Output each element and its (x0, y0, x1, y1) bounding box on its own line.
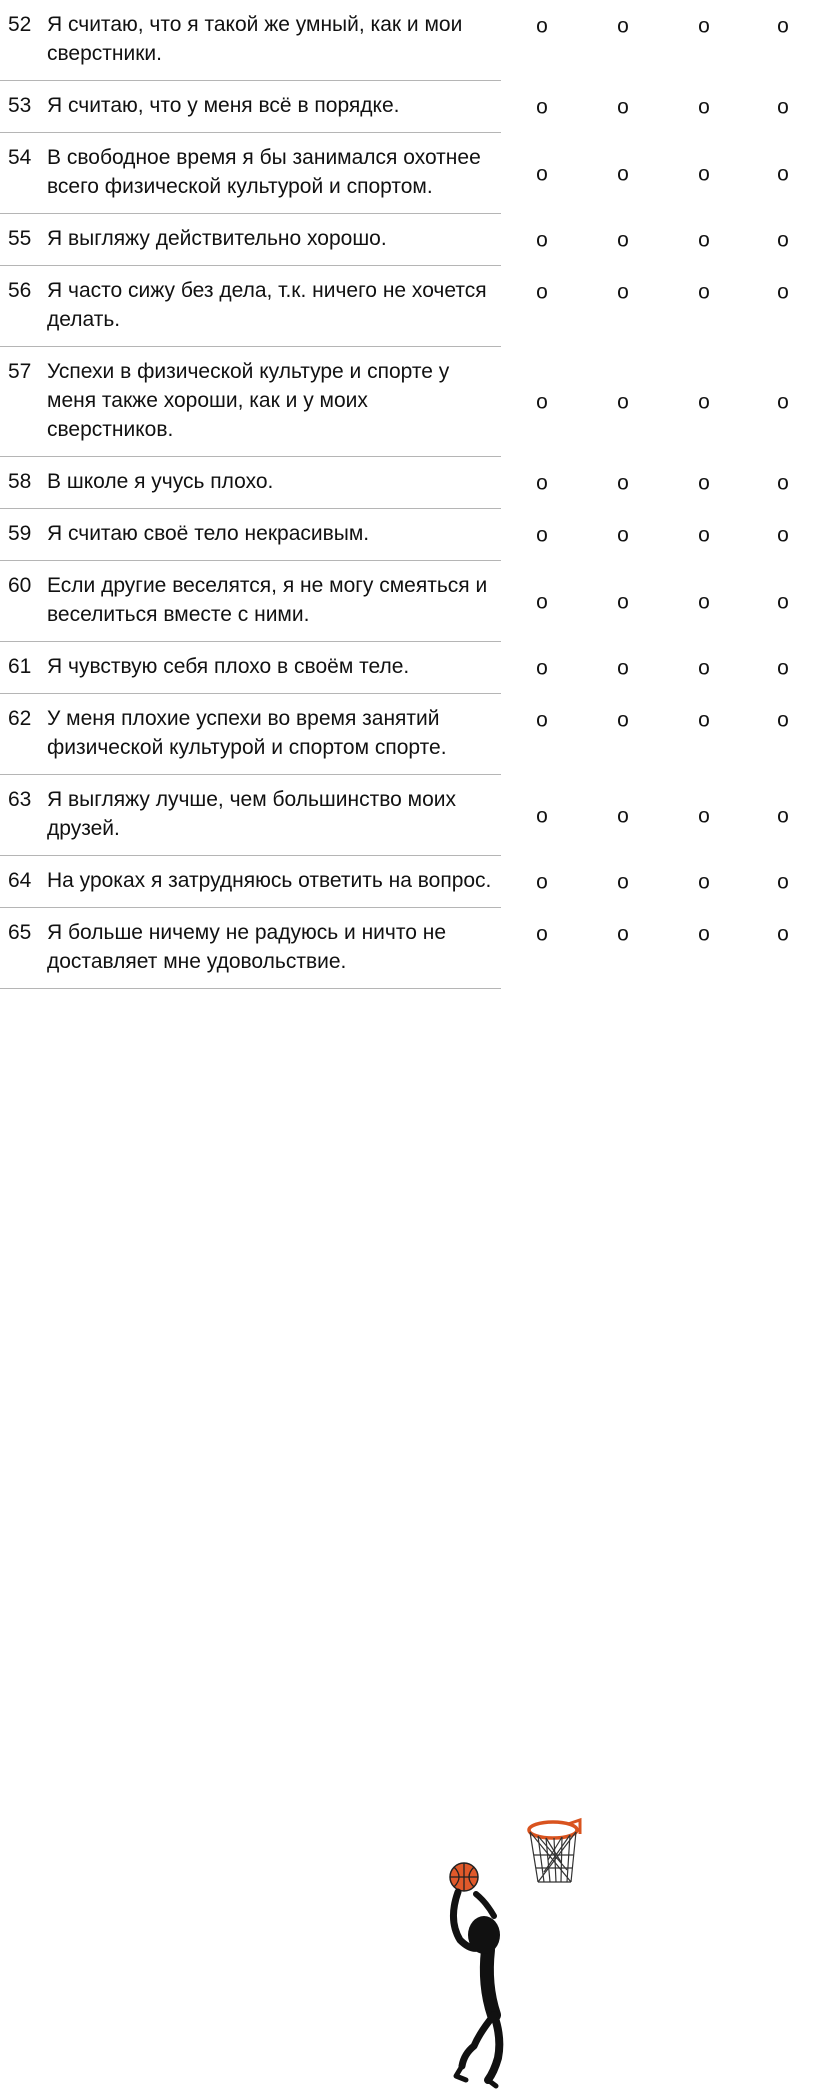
answer-option-2-radio[interactable]: o (617, 162, 629, 185)
answer-option-4-radio[interactable]: o (777, 590, 789, 613)
question-number: 53 (8, 94, 32, 117)
question-cell (0, 214, 501, 266)
answer-option-1-radio[interactable]: o (536, 590, 548, 613)
question-text: Я считаю своё тело некрасивым. (47, 522, 370, 545)
question-number: 54 (8, 146, 32, 169)
question-cell (0, 0, 501, 81)
answer-option-4-radio[interactable]: o (777, 804, 789, 827)
answer-option-2-radio[interactable]: o (617, 870, 629, 894)
answer-option-2-radio[interactable]: o (617, 14, 629, 38)
question-text: Я выгляжу действительно хорошо. (47, 227, 387, 250)
answer-option-4-radio[interactable]: o (777, 656, 789, 680)
question-number: 65 (8, 921, 32, 944)
answer-option-3-radio[interactable]: o (698, 922, 710, 946)
answer-option-1-radio[interactable]: o (536, 228, 548, 252)
question-number: 64 (8, 869, 32, 892)
answer-option-2-radio[interactable]: o (617, 95, 629, 119)
answer-options (501, 509, 816, 561)
answer-options (501, 214, 816, 266)
answer-options (501, 0, 816, 81)
question-cell (0, 908, 501, 989)
player-head (468, 1916, 500, 1954)
answer-option-1-radio[interactable]: o (536, 95, 548, 119)
answer-option-3-radio[interactable]: o (698, 390, 710, 414)
question-row-55 (0, 214, 816, 266)
answer-option-4-radio[interactable]: o (777, 14, 789, 38)
answer-option-1-radio[interactable]: o (536, 804, 548, 827)
question-row-57 (0, 347, 816, 457)
answer-options (501, 775, 816, 856)
questionnaire-table (0, 0, 816, 989)
basketball-player-icon (440, 1810, 600, 2090)
answer-option-4-radio[interactable]: o (777, 162, 789, 185)
question-number: 55 (8, 227, 32, 250)
answer-option-2-radio[interactable]: o (617, 523, 629, 547)
answer-option-4-radio[interactable]: o (777, 95, 789, 119)
answer-options (501, 133, 816, 214)
question-row-60 (0, 561, 816, 642)
answer-option-3-radio[interactable]: o (698, 162, 710, 185)
question-cell (0, 856, 501, 908)
question-cell (0, 457, 501, 509)
question-text: Я больше ничему не радуюсь и ничто не доставляет мне удовольствие. (47, 921, 447, 973)
answer-options (501, 457, 816, 509)
answer-option-4-radio[interactable]: o (777, 870, 789, 894)
question-cell (0, 133, 501, 214)
question-text: Я часто сижу без дела, т.к. ничего не хочется делать. (47, 279, 487, 331)
question-number: 63 (8, 788, 32, 811)
answer-options (501, 347, 816, 457)
question-text: Успехи в физической культуре и спорте у меня также хороши, как и у моих сверстников. (47, 360, 450, 441)
answer-option-4-radio[interactable]: o (777, 280, 789, 304)
answer-option-2-radio[interactable]: o (617, 280, 629, 304)
answer-options (501, 694, 816, 775)
question-text: Я чувствую себя плохо в своём теле. (47, 655, 410, 678)
question-cell (0, 81, 501, 133)
answer-option-1-radio[interactable]: o (536, 162, 548, 185)
answer-option-1-radio[interactable]: o (536, 922, 548, 946)
answer-option-2-radio[interactable]: o (617, 656, 629, 680)
question-number: 57 (8, 360, 32, 383)
answer-option-1-radio[interactable]: o (536, 870, 548, 894)
question-row-62 (0, 694, 816, 775)
question-cell (0, 694, 501, 775)
question-text: В свободное время я бы занимался охотнее всего физической культурой и спортом. (47, 146, 481, 198)
answer-options (501, 266, 816, 347)
question-row-64 (0, 856, 816, 908)
answer-options (501, 81, 816, 133)
question-row-53 (0, 81, 816, 133)
answer-option-3-radio[interactable]: o (698, 590, 710, 613)
question-number: 59 (8, 522, 32, 545)
question-text: Я считаю, что у меня всё в порядке. (47, 94, 400, 117)
answer-option-3-radio[interactable]: o (698, 228, 710, 252)
answer-option-3-radio[interactable]: o (698, 14, 710, 38)
answer-option-4-radio[interactable]: o (777, 523, 789, 547)
question-row-58 (0, 457, 816, 509)
question-cell (0, 347, 501, 457)
answer-option-4-radio[interactable]: o (777, 471, 789, 495)
basketball-player-illustration (440, 1810, 600, 2090)
question-row-56 (0, 266, 816, 347)
answer-option-2-radio[interactable]: o (617, 708, 629, 732)
answer-option-4-radio[interactable]: o (777, 922, 789, 946)
question-text: У меня плохие успехи во время занятий физической культурой и спортом спорте. (47, 707, 447, 759)
answer-option-3-radio[interactable]: o (698, 471, 710, 495)
question-cell (0, 509, 501, 561)
question-cell (0, 266, 501, 347)
answer-option-2-radio[interactable]: o (617, 590, 629, 613)
question-number: 60 (8, 574, 32, 597)
answer-option-1-radio[interactable]: o (536, 523, 548, 547)
answer-option-3-radio[interactable]: o (698, 656, 710, 680)
answer-option-4-radio[interactable]: o (777, 708, 789, 732)
question-row-54 (0, 133, 816, 214)
answer-option-2-radio[interactable]: o (617, 471, 629, 495)
answer-option-4-radio[interactable]: o (777, 390, 789, 414)
answer-option-2-radio[interactable]: o (617, 228, 629, 252)
question-row-61 (0, 642, 816, 694)
question-row-59 (0, 509, 816, 561)
answer-option-3-radio[interactable]: o (698, 708, 710, 732)
answer-option-3-radio[interactable]: o (698, 523, 710, 547)
answer-option-2-radio[interactable]: o (617, 804, 629, 827)
answer-option-1-radio[interactable]: o (536, 14, 548, 38)
answer-option-2-radio[interactable]: o (617, 390, 629, 414)
answer-option-3-radio[interactable]: o (698, 804, 710, 827)
answer-option-4-radio[interactable]: o (777, 228, 789, 252)
answer-option-1-radio[interactable]: o (536, 390, 548, 414)
question-row-65 (0, 908, 816, 989)
answer-option-2-radio[interactable]: o (617, 922, 629, 946)
question-number: 52 (8, 13, 32, 36)
answer-option-3-radio[interactable]: o (698, 280, 710, 304)
question-cell (0, 775, 501, 856)
question-row-63 (0, 775, 816, 856)
question-text: На уроках я затрудняюсь ответить на вопрос. (47, 869, 492, 892)
answer-option-3-radio[interactable]: o (698, 95, 710, 119)
question-cell (0, 561, 501, 642)
answer-option-3-radio[interactable]: o (698, 870, 710, 894)
answer-options (501, 856, 816, 908)
answer-option-1-radio[interactable]: o (536, 656, 548, 680)
answer-option-1-radio[interactable]: o (536, 280, 548, 304)
question-text: Если другие веселятся, я не могу смеяться и веселиться вместе с ними. (47, 574, 488, 626)
question-text: Я считаю, что я такой же умный, как и мои сверстники. (47, 13, 463, 65)
question-number: 58 (8, 470, 32, 493)
question-number: 62 (8, 707, 32, 730)
question-cell (0, 642, 501, 694)
answer-options (501, 908, 816, 989)
answer-option-1-radio[interactable]: o (536, 708, 548, 732)
question-row-52 (0, 0, 816, 81)
answer-options (501, 642, 816, 694)
answer-options (501, 561, 816, 642)
basketball-icon (450, 1863, 478, 1891)
question-number: 61 (8, 655, 32, 678)
question-text: В школе я учусь плохо. (47, 470, 274, 493)
question-number: 56 (8, 279, 32, 302)
question-text: Я выгляжу лучше, чем большинство моих друзей. (47, 788, 456, 840)
answer-option-1-radio[interactable]: o (536, 471, 548, 495)
